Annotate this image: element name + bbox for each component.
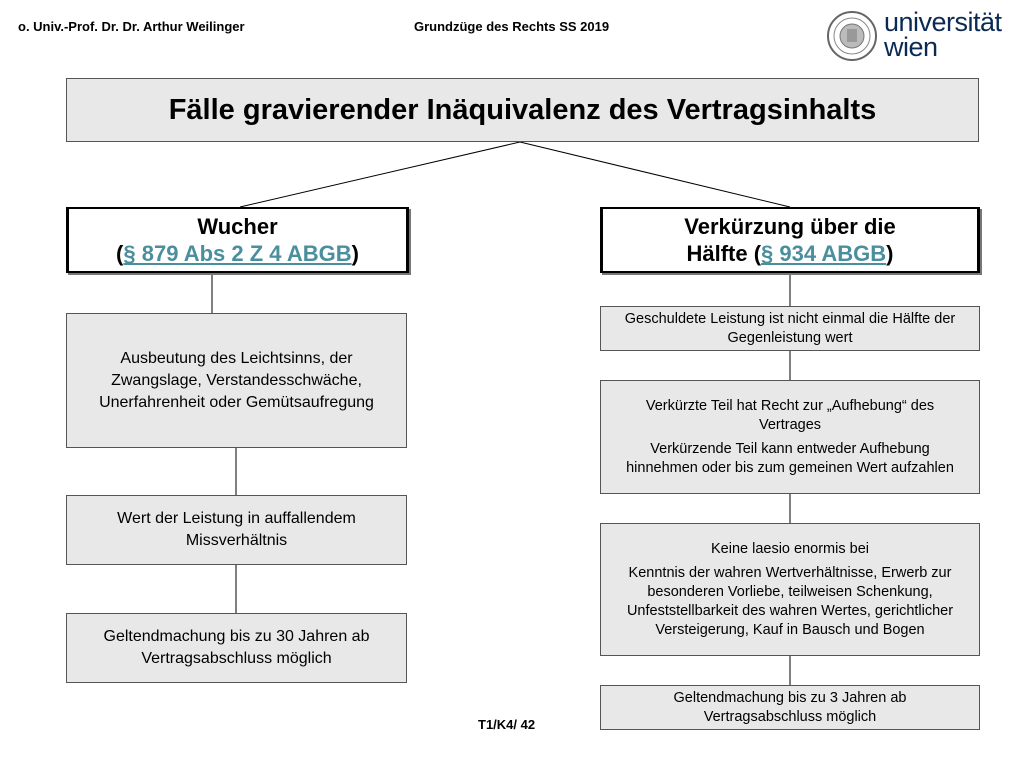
verkuerzung-box-exceptions: Keine laesio enormis bei Kenntnis der wahren Wertverhältnisse, Erwerb zur besonderen Vorliebe, teilweisen Schenkung, Unfeststellbarkeit des wahren Wertes, gerichtlicher Versteigerung, Kauf in Bausch und Bogen bbox=[600, 523, 980, 656]
verkuerzung-citation: Hälfte (§ 934 ABGB) bbox=[686, 241, 894, 266]
wucher-citation-link[interactable]: § 879 Abs 2 Z 4 ABGB bbox=[123, 241, 352, 266]
verkuerzung-heading: Verkürzung über die bbox=[684, 214, 896, 239]
verkuerzung-box-half-value: Geschuldete Leistung ist nicht einmal die Hälfte der Gegenleistung wert bbox=[600, 306, 980, 351]
wucher-citation: (§ 879 Abs 2 Z 4 ABGB) bbox=[116, 241, 359, 266]
main-title-box bbox=[66, 78, 979, 142]
main-title: Fälle gravierender Inäquivalenz des Vertragsinhalts bbox=[168, 93, 877, 126]
verkuerzung-citation-link[interactable]: § 934 ABGB bbox=[761, 241, 887, 266]
wucher-heading-box bbox=[66, 207, 409, 273]
logo-line-2: wien bbox=[884, 32, 938, 62]
connector-title-right bbox=[520, 142, 790, 207]
course-header: Grundzüge des Rechts SS 2019 bbox=[414, 19, 610, 34]
author-header: o. Univ.-Prof. Dr. Dr. Arthur Weilinger bbox=[18, 19, 245, 34]
verkuerzung-heading-box bbox=[600, 207, 980, 273]
page-number: T1/K4/ 42 bbox=[478, 717, 536, 732]
wucher-heading: Wucher bbox=[197, 214, 278, 239]
logo-line-1: universität bbox=[884, 7, 1002, 37]
verkuerzung-box-rights: Verkürzte Teil hat Recht zur „Aufhebung“ des Vertrages Verkürzende Teil kann entweder Aufhebung hinnehmen oder bis zum gemeinen Wert aufzahlen bbox=[600, 380, 980, 494]
wucher-box-exploitation: Ausbeutung des Leichtsinns, der Zwangslage, Verstandesschwäche, Unerfahrenheit oder Gemütsaufregung bbox=[66, 313, 407, 448]
verkuerzung-box-deadline: Geltendmachung bis zu 3 Jahren ab Vertragsabschluss möglich bbox=[600, 685, 980, 730]
wucher-box-value: Wert der Leistung in auffallendem Missverhältnis bbox=[66, 495, 407, 565]
wucher-box-deadline: Geltendmachung bis zu 30 Jahren ab Vertragsabschluss möglich bbox=[66, 613, 407, 683]
connector-title-left bbox=[240, 142, 520, 207]
